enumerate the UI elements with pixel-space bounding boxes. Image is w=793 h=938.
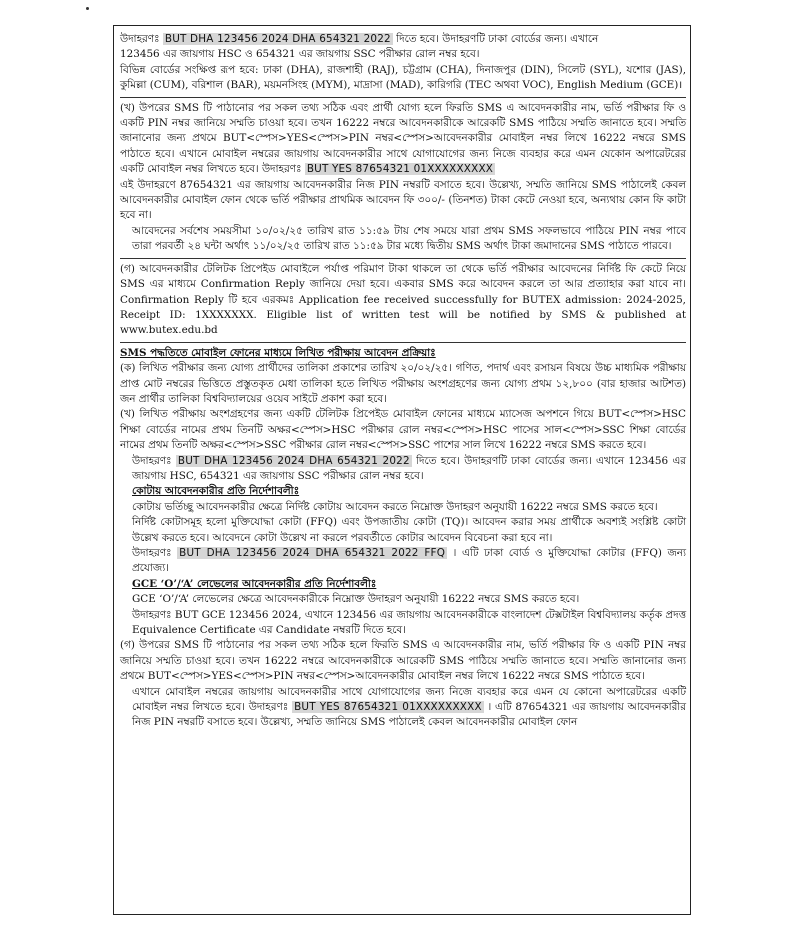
section-kha: (খ) উপরের SMS টি পাঠানোর পর সকল তথ্য সঠিক এবং প্রার্থী যোগ্য হলে ফিরতি SMS এ আবেদনকারীর নাম, ভর্তি পরীক্ষার ফি ও একটি PIN নম্বর জানিয়ে সম্মতি চাওয়া হবে। তখন 16222 নম্বরে আবেদনকারীকে আরেকটি SMS পাঠিয়ে সম্মতি জানাতে হবে। সম্মতি জানানোর জন্য প্রথমে BUT<স্পেস>YES<স্পেস>PIN নম্বর<স্পেস>আবেদনকারীর মোবাইল নম্বর লিখে 16222 নম্বরে SMS পাঠাতে হবে। এখানে মোবাইল নম্বরের জায়গায় আবেদনকারীর সাথে যোগাযোগের জন্য নিজে ব্যবহার করে এমন যেকোন অপারেটরের একটি মোবাইল নম্বর লিখতে হবে। উদাহরণঃ BUT YES 87654321 01XXXXXXXXX (120, 101, 686, 176)
divider (120, 258, 686, 259)
board-example: উদাহরণঃ BUT DHA 123456 2024 DHA 654321 2022 দিতে হবে। উদাহরণটি ঢাকা বোর্ডের জন্য। এখানে 123456 এর জায়গায় HSC ও 654321 এর জায়গায় SSC পরীক্ষার রোল নম্বর হবে। (120, 33, 599, 61)
section-ga: (গ) আবেদনকারীর টেলিটক প্রিপেইড মোবাইলে পর্যাপ্ত পরিমাণ টাকা থাকলে তা থেকে ভর্তি পরীক্ষার আবেদনের নির্দিষ্ট ফি কেটে নিয়ে SMS এর মাধ্যমে Confirmation Reply জানিয়ে দেয়া হবে। একবার SMS করে আবেদন করলে তা আর প্রত্যাহার করা যাবে না। Confirmation Reply টি হবে এরকমঃ Application fee received successfully for BUTEX admission: 2024-2025, Receipt ID: 1XXXXXXX. Eligible list of written test will be notified by SMS & published at www.butex.edu.bd (120, 262, 686, 337)
quota-example: উদাহরণঃ BUT DHA 123456 2024 DHA 654321 2022 FFQ । এটি ঢাকা বোর্ড ও মুক্তিযোদ্ধা কোটার (FFQ) জন্য প্রযোজ্য। (132, 547, 686, 575)
quota-b: নির্দিষ্ট কোটাসমূহ হলো মুক্তিযোদ্ধা কোটা (FFQ) এবং উপজাতীয় কোটা (TQ)। আবেদন করার সময় প্রার্থীকে অবশ্যই সংশ্লিষ্ট কোটা উল্লেখ করতে হবে। আবেদনে কোটা উল্লেখ না করলে পরবর্তীতে কোটার আবেদন বিবেচনা করা হবে না। (132, 516, 686, 544)
section-kha-deadline: আবেদনের সর্বশেষ সময়সীমা ১০/০২/২৫ তারিখ রাত ১১:৫৯ টায় শেষ সময়ে যারা প্রথম SMS সফলভাবে পাঠিয়ে PIN নম্বর পাবে তারা পরবর্তী ২৪ ঘন্টা অর্থাৎ ১১/০২/২৫ তারিখ রাত ১১:৫৯ টার মধ্যে দ্বিতীয় SMS অর্থাৎ টাকা জমাদানের SMS পাঠাতে পারবে। (132, 224, 686, 253)
gce-heading: GCE ‘O’/‘A’ লেভেলের আবেদনকারীর প্রতি নির্দেশাবলীঃ (132, 577, 377, 590)
document-frame (113, 25, 691, 915)
scan-speck (86, 7, 89, 10)
section-kha-pin: এই উদাহরণে 87654321 এর জায়গায় আবেদনকারীর নিজ PIN নম্বরটি বসাতে হবে। উল্লেখ্য, সম্মতি জানিয়ে SMS পাঠালেই কেবল আবেদনকারীর মোবাইল ফোন থেকে ভর্তি পরীক্ষার প্রাথমিক আবেদন ফি ৩০০/- (তিনশত) টাকা কেটে নেওয়া হবে, অন্যথায় কোন ফি কাটা হবে না। (120, 178, 686, 222)
gce-b: উদাহরণঃ BUT GCE 123456 2024, এখানে 123456 এর জায়গায় আবেদনকারীকে বাংলাদেশ টেক্সটাইল বিশ্ববিদ্যালয় কর্তৃক প্রদত্ত Equivalence Certificate এর Candidate নম্বরটি দিতে হবে। (132, 608, 686, 637)
ga2-b: এখানে মোবাইল নম্বরের জায়গায় আবেদনকারীর সাথে যোগাযোগের জন্য নিজে ব্যবহার করে এমন যে কোনো অপারেটরের একটি মোবাইল নম্বর লিখতে হবে। উদাহরণঃ BUT YES 87654321 01XXXXXXXXX । এটি 87654321 এর জায়গায় আবেদনকারীর নিজ PIN নম্বরটি বসাতে হবে। উল্লেখ্য, সম্মতি জানিয়ে SMS পাঠালেই কেবল আবেদনকারীর মোবাইল ফোন (132, 685, 686, 729)
sms-example-highlight: BUT DHA 123456 2024 DHA 654321 2022 FFQ (179, 547, 446, 559)
written-ka: (ক) লিখিত পরীক্ষার জন্য যোগ্য প্রার্থীদের তালিকা প্রকাশের তারিখ ২০/০২/২৫। গণিত, পদার্থ এবং রসায়ন বিষয়ে উচ্চ মাধ্যমিক পরীক্ষায় প্রাপ্ত মোট নম্বরের ভিত্তিতে প্রস্তুতকৃত মেধা তালিকা হতে লিখিত পরীক্ষায় অংশগ্রহণের জন্য যোগ্য প্রথম ১২,৮০০ (বার হাজার আটশত) জন প্রার্থীর তালিকা বিশ্ববিদ্যালয়ের ওয়েব সাইটে প্রকাশ করা হবে। (120, 362, 686, 405)
ga2-a: (গ) উপরের SMS টি পাঠানোর পর সকল তথ্য সঠিক হলে ফিরতি SMS এ আবেদনকারীর নাম, ভর্তি পরীক্ষার ফি ও একটি PIN নম্বর জানিয়ে সম্মতি চাওয়া হবে। তখন 16222 নম্বরে আবেদনকারীকে আরেকটি SMS পাঠিয়ে সম্মতি জানাতে হবে। সম্মতি জানানোর জন্য প্রথমে BUT<স্পেস>YES<স্পেস>PIN নম্বর<স্পেস>আবেদনকারীর মোবাইল নম্বর লিখে 16222 নম্বরে SMS পাঠাতে হবে। (120, 639, 686, 683)
quota-heading: কোটায় আবেদনকারীর প্রতি নির্দেশাবলীঃ (132, 485, 300, 498)
written-kha: (খ) লিখিত পরীক্ষায় অংশগ্রহণের জন্য একটি টেলিটক প্রিপেইড মোবাইল ফোনের মাধ্যমে ম্যাসেজ অপশনে গিয়ে BUT<স্পেস>HSC শিক্ষা বোর্ডের নামের প্রথম তিনটি অক্ষর<স্পেস>HSC পরীক্ষার রোল নম্বর<স্পেস>HSC পাসের সাল<স্পেস>SSC শিক্ষা বোর্ডের নামের প্রথম তিনটি অক্ষর<স্পেস>SSC পরীক্ষার রোল নম্বর<স্পেস>SSC পাশের সাল লিখে 16222 নম্বরে SMS করতে হবে। (120, 408, 686, 452)
divider (120, 97, 686, 98)
sms-example-highlight: BUT DHA 123456 2024 DHA 654321 2022 (164, 33, 391, 45)
board-abbreviations: বিভিন্ন বোর্ডের সংক্ষিপ্ত রূপ হবে: ঢাকা (DHA), রাজশাহী (RAJ), চট্টগ্রাম (CHA), দিনাজপুর (DIN), সিলেট (SYL), যশোর (JAS), কুমিল্লা (CUM), বরিশাল (BAR), ময়মনসিংহ (MYM), মাদ্রাসা (MAD), কারিগরি (TEC অথবা VOC), English Medium (GCE)। (120, 63, 686, 92)
written-example: উদাহরণঃ BUT DHA 123456 2024 DHA 654321 2022 দিতে হবে। উদাহরণটি ঢাকা বোর্ডের জন্য। এখানে 123456 এর জায়গায় HSC, 654321 এর জায়গায় SSC পরীক্ষার রোল নম্বর হবে। (132, 454, 686, 482)
sms-example-highlight: BUT YES 87654321 01XXXXXXXXX (294, 701, 482, 714)
sms-example-highlight: BUT YES 87654321 01XXXXXXXXX (306, 163, 494, 176)
sms-example-highlight: BUT DHA 123456 2024 DHA 654321 2022 (177, 454, 410, 467)
quota-a: কোটায় ভর্তিচ্ছু আবেদনকারীর ক্ষেত্রে নির্দিষ্ট কোটায় আবেদন করতে নিম্নোক্ত উদাহরণ অনুযায়ী 16222 নম্বরে SMS করতে হবে। (132, 500, 658, 513)
divider (120, 342, 686, 343)
gce-a: GCE ‘O’/‘A’ লেভেলের ক্ষেত্রে আবেদনকারীকে নিম্নোক্ত উদাহরণ অনুযায়ী 16222 নম্বরে SMS করতে হবে। (132, 593, 580, 606)
written-test-heading: SMS পদ্ধতিতে মোবাইল ফোনের মাধ্যমে লিখিত পরীক্ষায় আবেদন প্রক্রিয়াঃ (120, 346, 436, 359)
